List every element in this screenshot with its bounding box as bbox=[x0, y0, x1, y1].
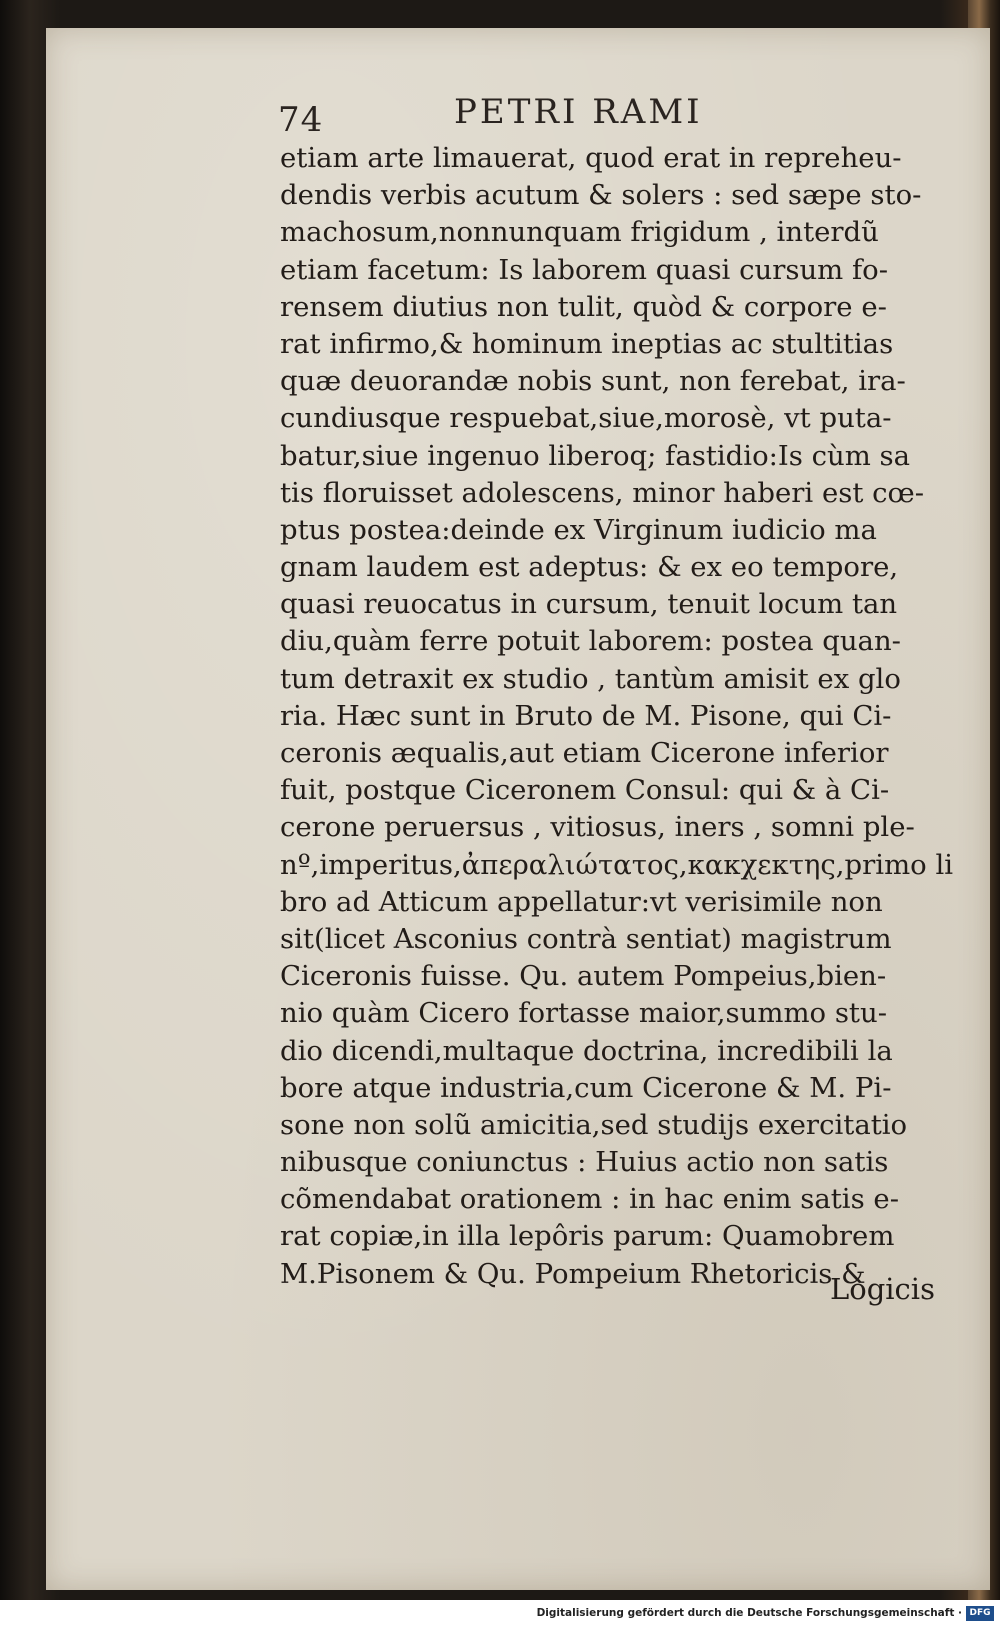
catchword: Logicis bbox=[830, 1272, 935, 1306]
text-line: tum detraxit ex studio , tantùm amisit ex glo bbox=[280, 662, 901, 695]
text-line: dendis verbis acutum & solers : sed sæpe sto- bbox=[280, 179, 922, 212]
text-line: fuit, postque Ciceronem Consul: qui & à Ci- bbox=[280, 774, 890, 807]
page-number: 74 bbox=[278, 100, 324, 140]
text-line: ceronis æqualis,aut etiam Cicerone inferior bbox=[280, 737, 889, 769]
text-line: dio dicendi,multaque doctrina, incredibili la bbox=[280, 1034, 893, 1067]
text-line: Ciceronis fuisse. Qu. autem Pompeius,bien- bbox=[280, 960, 887, 993]
text-line: bro ad Atticum appellatur:vt verisimile non bbox=[280, 885, 883, 918]
text-line: diu,quàm ferre potuit laborem: postea quan- bbox=[280, 625, 901, 658]
text-line: machosum,nonnunquam frigidum , interdũ bbox=[280, 216, 879, 249]
page-header bbox=[278, 92, 878, 142]
text-line: ptus postea:deinde ex Virginum iudicio ma bbox=[280, 513, 877, 546]
text-line: batur,siue ingenuo liberoq; fastidio:Is cùm sa bbox=[280, 439, 911, 472]
digitization-footer bbox=[0, 1600, 1000, 1629]
dfg-logo: DFG bbox=[966, 1606, 994, 1621]
text-line: cõmendabat orationem : in hac enim satis e- bbox=[280, 1183, 899, 1216]
text-line: M.Pisonem & Qu. Pompeium Rhetoricis & bbox=[280, 1257, 866, 1290]
text-line: rensem diutius non tulit, quòd & corpore e- bbox=[280, 290, 887, 323]
body-text bbox=[280, 140, 954, 1293]
running-head: PETRI RAMI bbox=[454, 92, 703, 132]
text-line: bore atque industria,cum Cicerone & M. Pi- bbox=[280, 1071, 892, 1104]
text-line: gnam laudem est adeptus: & ex eo tempore, bbox=[280, 551, 899, 584]
text-line: tis floruisset adolescens, minor haberi est cœ- bbox=[280, 476, 925, 509]
text-line: cundiusque respuebat,siue,morosè, vt puta- bbox=[280, 402, 892, 435]
text-line: etiam arte limauerat, quod erat in repreheu- bbox=[280, 142, 902, 174]
footer-credit: Digitalisierung gefördert durch die Deutsche Forschungsgemeinschaft · bbox=[536, 1607, 962, 1619]
text-line: quasi reuocatus in cursum, tenuit locum tan bbox=[280, 588, 898, 621]
text-line: etiam facetum: Is laborem quasi cursum fo- bbox=[280, 253, 889, 286]
text-line: nº,imperitus,ἀπεραλιώτατος,κακχεκτης,primo li bbox=[280, 848, 954, 881]
text-line: nibusque coniunctus : Huius actio non satis bbox=[280, 1146, 889, 1179]
text-line: rat infirmo,& hominum ineptias ac stultitias bbox=[280, 327, 894, 360]
text-line: ria. Hæc sunt in Bruto de M. Pisone, qui Ci- bbox=[280, 699, 892, 732]
text-line: sone non solũ amicitia,sed studijs exercitatio bbox=[280, 1108, 908, 1141]
text-line: nio quàm Cicero fortasse maior,summo stu- bbox=[280, 997, 887, 1030]
text-line: cerone peruersus , vitiosus, iners , somni ple- bbox=[280, 811, 915, 844]
text-line: sit(licet Asconius contrà sentiat) magistrum bbox=[280, 922, 892, 955]
text-line: rat copiæ,in illa lepôris parum: Quamobrem bbox=[280, 1220, 895, 1253]
text-line: quæ deuorandæ nobis sunt, non ferebat, ira- bbox=[280, 365, 906, 398]
